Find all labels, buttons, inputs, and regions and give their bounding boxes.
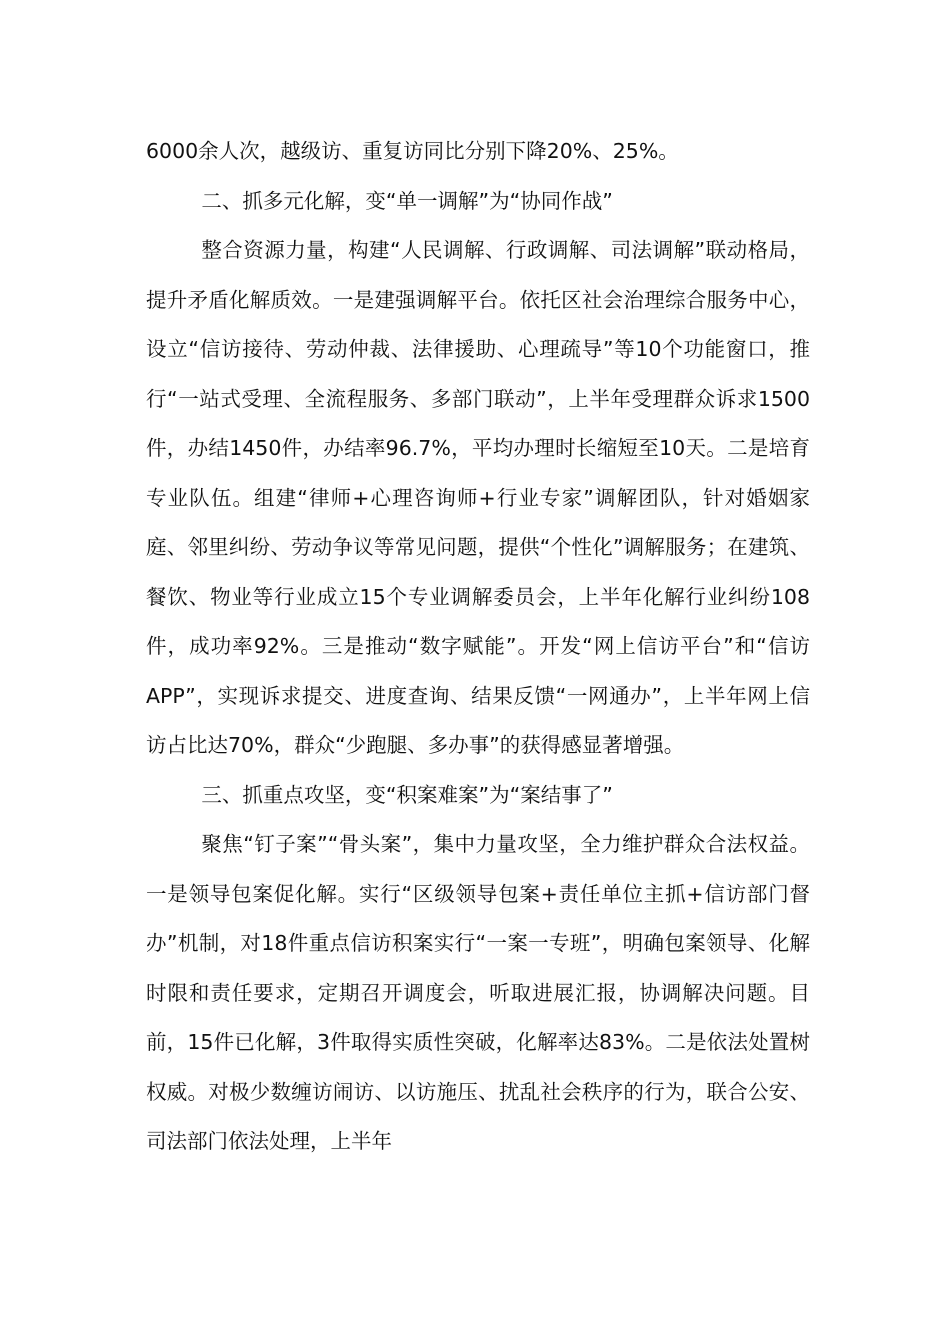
section-heading-two: 二、抓多元化解，变“单一调解”为“协同作战” [201, 188, 613, 213]
section-heading-three: 三、抓重点攻坚，变“积案难案”为“案结事了” [201, 782, 613, 807]
paragraph-mediation: 整合资源力量，构建“人民调解、行政调解、司法调解”联动格局，提升矛盾化解质效。一是建强调解平台。依托区社会治理综合服务中心，设立“信访接待、劳动仲裁、法律援助、心理疏导”等10个功能窗口，推行“一站式受理、全流程服务、多部门联动”，上半年受理群众诉求1500件，办结1450件，办结率96.7%，平均办理时长缩短至10天。二是培育专业队伍。组建“律师+心理咨询师+行业专家”调解团队，针对婚姻家庭、邻里纠纷、劳动争议等常见问题，提供“个性化”调解服务；在建筑、餐饮、物业等行业成立15个专业调解委员会，上半年化解行业纠纷108件，成功率92%。三是推动“数字赋能”。开发“网上信访平台”和“信访APP”，实现诉求提交、进度查询、结果反馈“一网通办”，上半年网上信访占比达70%，群众“少跑腿、多办事”的获得感显著增强。 [146, 238, 810, 757]
document-body [146, 127, 810, 1167]
paragraph-continuation: 6000余人次，越级访、重复访同比分别下降20%、25%。 [146, 139, 679, 163]
paragraph-key-cases: 聚焦“钉子案”“骨头案”，集中力量攻坚，全力维护群众合法权益。一是领导包案促化解。实行“区级领导包案+责任单位主抓+信访部门督办”机制，对18件重点信访积案实行“一案一专班”，明确包案领导、化解时限和责任要求，定期召开调度会，听取进展汇报，协调解决问题。目前，15件已化解，3件取得实质性突破，化解率达83%。二是依法处置树权威。对极少数缠访闹访、以访施压、扰乱社会秩序的行为，联合公安、司法部门依法处理，上半年 [146, 832, 810, 1153]
